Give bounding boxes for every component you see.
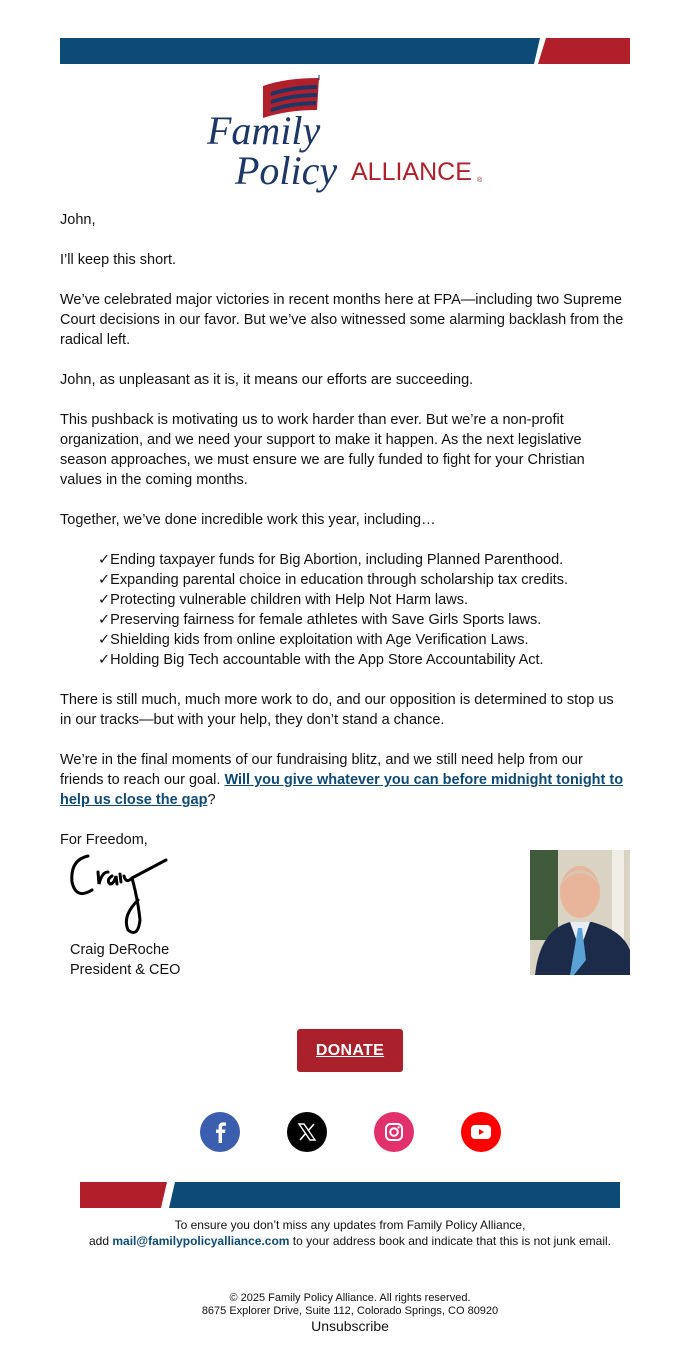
signer-title: President & CEO xyxy=(70,962,181,978)
email-link[interactable]: mail@familypolicyalliance.com xyxy=(112,1234,290,1248)
facebook-icon xyxy=(210,1121,230,1143)
x-link[interactable] xyxy=(287,1112,327,1152)
paragraph: There is still much, much more work to do, and our opposition is determined to stop us in our tracks—but with your help, they don’t stand a chance. xyxy=(60,692,614,728)
paragraph: We’ve celebrated major victories in recent months here at FPA—including two Supreme Court decisions in our favor. But we’ve also witnessed some alarming backlash from the radical left. xyxy=(60,292,624,348)
footer-notice: To ensure you don’t miss any updates from Family Policy Alliance, add mail@familypolicyalliance.com to your address book and indicate that this is not junk email. xyxy=(89,1218,611,1248)
signature-image xyxy=(68,850,173,938)
instagram-icon xyxy=(384,1122,404,1142)
list-item: ✓Holding Big Tech accountable with the App Store Accountability Act. xyxy=(98,652,544,668)
unsubscribe-link[interactable]: Unsubscribe xyxy=(311,1318,389,1334)
youtube-link[interactable] xyxy=(461,1112,501,1152)
list-item: ✓Shielding kids from online exploitation with Age Verification Laws. xyxy=(98,632,529,648)
list-item: ✓Protecting vulnerable children with Help Not Harm laws. xyxy=(98,592,468,608)
footer-stripe xyxy=(80,1182,620,1208)
copyright: © 2025 Family Policy Alliance. All rights reserved. xyxy=(229,1292,471,1304)
paragraph: We’re in the final moments of our fundraising blitz, and we still need help from our friends to reach our goal. Will you give whatever you can before midnight tonight to help us close the gap? xyxy=(60,752,624,808)
donate-button[interactable]: DONATE xyxy=(297,1029,403,1072)
paragraph: Together, we’ve done incredible work this year, including… xyxy=(60,512,436,528)
youtube-icon xyxy=(470,1124,492,1140)
svg-text:ALLIANCE: ALLIANCE xyxy=(351,158,472,186)
svg-text:®: ® xyxy=(477,177,483,184)
list-item: ✓Preserving fairness for female athletes with Save Girls Sports laws. xyxy=(98,612,542,628)
svg-text:Family: Family xyxy=(207,108,321,153)
list-item: ✓Expanding parental choice in education through scholarship tax credits. xyxy=(98,572,568,588)
paragraph: I’ll keep this short. xyxy=(60,252,177,268)
svg-text:Policy: Policy xyxy=(235,148,338,193)
instagram-link[interactable] xyxy=(374,1112,414,1152)
family-policy-alliance-logo xyxy=(205,74,495,194)
x-icon xyxy=(297,1122,317,1142)
signature-block xyxy=(60,830,630,980)
closing: For Freedom, xyxy=(60,832,148,848)
signer-photo xyxy=(530,850,630,975)
footer-legal xyxy=(60,1292,640,1335)
facebook-link[interactable] xyxy=(200,1112,240,1152)
list-item: ✓Ending taxpayer funds for Big Abortion, including Planned Parenthood. xyxy=(98,552,564,568)
give-link[interactable]: Will you give whatever you can before midnight tonight to help us close the gap xyxy=(60,772,624,808)
address: 8675 Explorer Drive, Suite 112, Colorado Springs, CO 80920 xyxy=(201,1304,499,1317)
header-stripe xyxy=(60,38,630,64)
paragraph: John, as unpleasant as it is, it means our efforts are succeeding. xyxy=(60,372,474,388)
accomplishments-list xyxy=(98,550,625,670)
paragraph: This pushback is motivating us to work harder than ever. But we’re a non-profit organization, and we need your support to make it happen. As the next legislative season approaches, we must ensure we are fully funded to fight for your Christian values in the coming months. xyxy=(60,412,585,488)
letter-body xyxy=(60,210,625,830)
greeting: John, xyxy=(60,212,96,228)
signer-name: Craig DeRoche xyxy=(70,942,170,958)
